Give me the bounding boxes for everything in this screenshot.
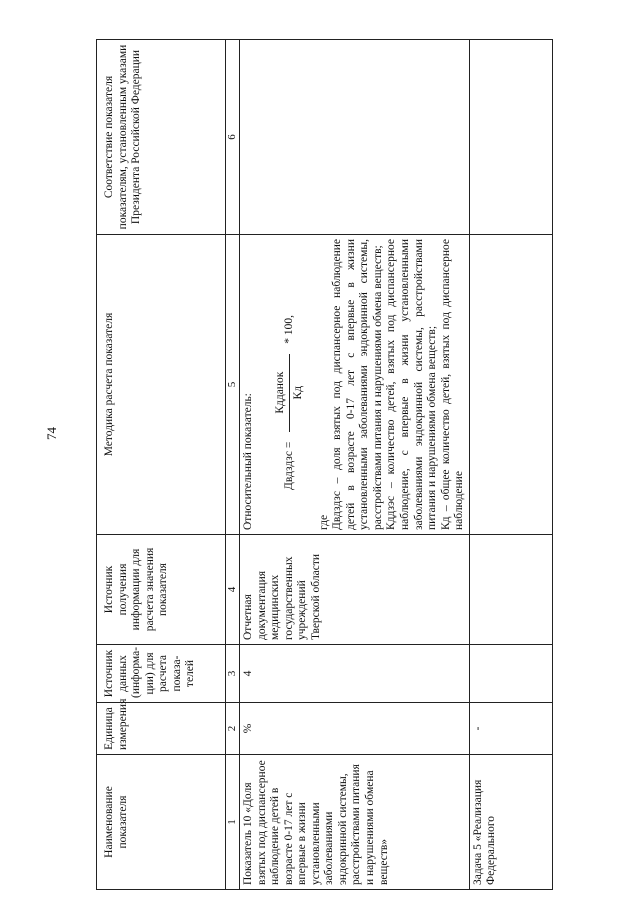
- formula-denominator: Кд: [292, 385, 305, 400]
- indicators-table: [96, 39, 553, 890]
- header-compliance: Соответствие показателя показателям, установленным указами Президента Российской Федерации: [97, 40, 226, 235]
- indicator-name: Показатель 10 «Доля взятых под диспансерное наблюдение детей в возрасте 0-17 лет с впервые в жизни установленными заболеваниями эндокринной системы, расстройствами питания и нарушениями обмена веществ»: [239, 755, 469, 890]
- task-empty-cell: [469, 535, 552, 645]
- rotated-table-sheet: [96, 40, 596, 890]
- column-number: 3: [226, 645, 240, 703]
- formula-numerator: Кдданок: [274, 354, 291, 432]
- indicator-data-source: 4: [239, 645, 469, 703]
- indicator-10-row: [239, 40, 469, 890]
- method-definition: Двдздзс – доля взятых под диспансерное наблюдение детей в возрасте 0-17 лет с впервые в жизни установленными заболеваниями эндокринной системы, расстройствами питания и нарушениями обмена веществ;: [331, 239, 384, 530]
- formula-fraction: [274, 354, 306, 432]
- method-definition: Кд – общее количество детей, взятых под диспансерное наблюдение: [439, 239, 466, 530]
- method-where: где: [317, 514, 330, 530]
- indicator-compliance: [239, 40, 469, 235]
- formula-lhs: Двдздзс =: [282, 441, 295, 490]
- method-intro: Относительный показатель:: [241, 393, 254, 530]
- header-info-source: Источник получения информации для расчета значения показателя: [97, 535, 226, 645]
- indicator-unit: %: [239, 703, 469, 755]
- column-number: 2: [226, 703, 240, 755]
- column-number: 1: [226, 755, 240, 890]
- header-row: [97, 40, 226, 890]
- formula-multiplier: * 100,: [282, 314, 295, 344]
- task-name: Задача 5 «Реализация Федерального: [469, 755, 552, 890]
- method-formula: [274, 239, 306, 490]
- header-indicator-name: Наименование показателя: [97, 755, 226, 890]
- page-number: 74: [44, 427, 59, 440]
- header-data-source: Источник данных (информа-ции) для расчета показа-телей: [97, 645, 226, 703]
- method-definition: Кддзэс – количество детей, взятых под диспансерное наблюдение, с впервые в жизни установленными заболеваниями эндокринной системы, расстройствами питания и нарушениями обмена веществ;: [385, 239, 439, 530]
- task-unit: -: [469, 703, 552, 755]
- task-empty-cell: [469, 235, 552, 535]
- column-number-row: [226, 40, 240, 890]
- task-5-row: [469, 40, 552, 890]
- task-empty-cell: [469, 40, 552, 235]
- task-empty-cell: [469, 645, 552, 703]
- indicator-method: [239, 235, 469, 535]
- column-number: 6: [226, 40, 240, 235]
- header-method: Методика расчета показателя: [97, 235, 226, 535]
- column-number: 5: [226, 235, 240, 535]
- column-number: 4: [226, 535, 240, 645]
- header-unit: Единица измерения: [97, 703, 226, 755]
- indicator-info-source: Отчетная документация медицинских государственных учреждений Тверской области: [239, 535, 469, 645]
